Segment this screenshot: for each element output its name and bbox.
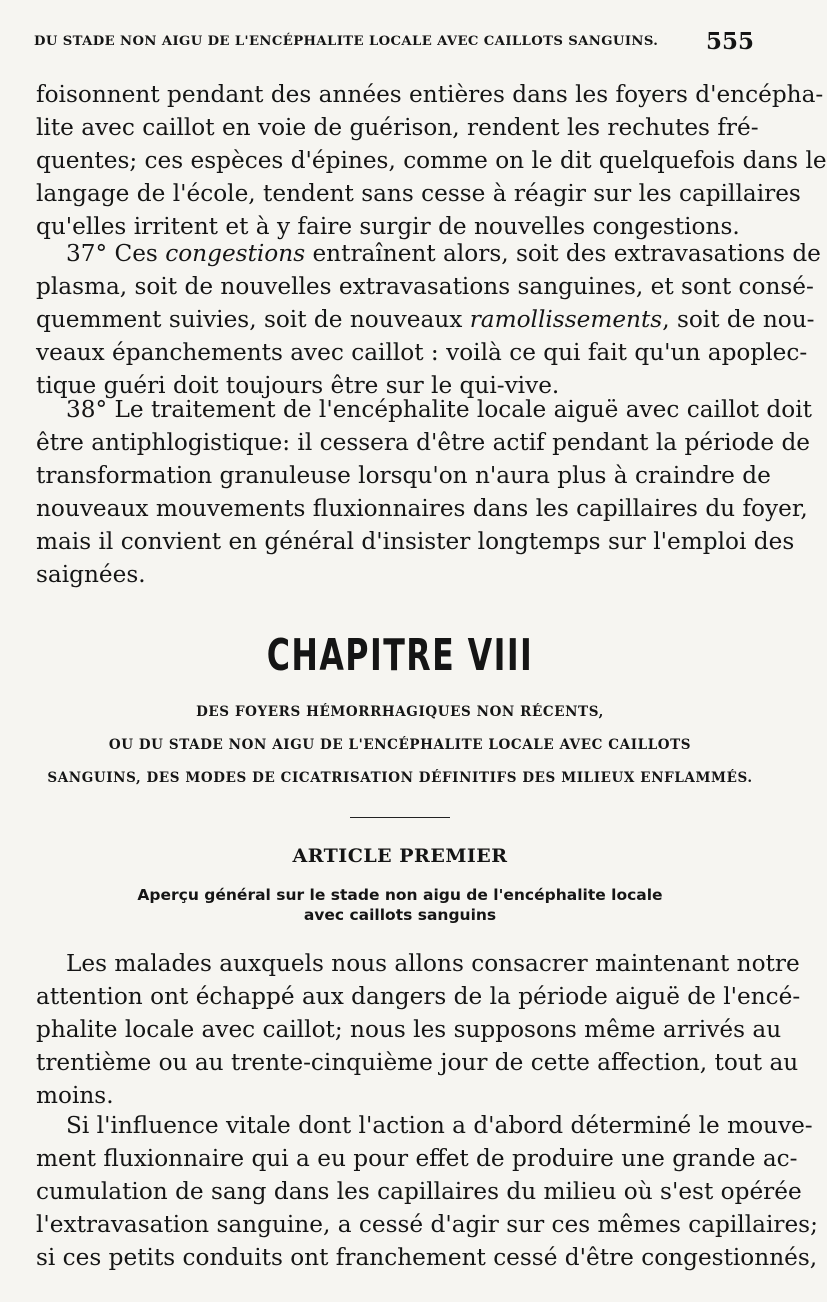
text-line: moins. [36,1082,114,1109]
text-line: transformation granuleuse lorsqu'on n'aura plus à craindre de [36,462,771,489]
paragraph-38 [36,393,812,591]
text-line: qu'elles irritent et à y faire surgir de nouvelles congestions. [36,213,740,240]
text-line: veaux épanchements avec caillot : voilà ce qui fait qu'un apoplec- [36,339,808,366]
running-head: DU STADE NON AIGU DE L'ENCÉPHALITE LOCALE AVEC CAILLOTS SANGUINS. [34,34,659,49]
chapter-subtitle-line: OU DU STADE NON AIGU DE L'ENCÉPHALITE LOCALE AVEC CAILLOTS [108,737,692,753]
text-line: 38° Le traitement de l'encéphalite locale aiguë avec caillot doit [66,396,812,423]
page-number: 555 [705,28,754,55]
paragraph-malades [36,947,801,1112]
text-line: quemment suivies, soit de nouveaux ramollissements, soit de nou- [36,306,815,333]
text-line: ment fluxionnaire qui a eu pour effet de produire une grande ac- [36,1145,798,1172]
text-line: mais il convient en général d'insister longtemps sur l'emploi des [36,528,795,555]
text-line: être antiphlogistique: il cessera d'être actif pendant la période de [36,429,811,456]
text-line: Les malades auxquels nous allons consacrer maintenant notre [66,950,800,977]
section-divider [350,817,450,818]
chapter-title: CHAPITRE VIII [266,630,534,681]
text-line: attention ont échappé aux dangers de la période aiguë de l'encé- [36,983,801,1010]
article-summary-line: Aperçu général sur le stade non aigu de l'encéphalite locale [137,886,663,904]
text-line: 37° Ces congestions entraînent alors, soit des extravasations de [66,240,821,267]
text-line: plasma, soit de nouvelles extravasations sanguines, et sont consé- [36,273,814,300]
chapter-subtitle-line: SANGUINS, DES MODES DE CICATRISATION DÉFINITIFS DES MILIEUX ENFLAMMÉS. [47,770,753,786]
chapter-subtitle-line: DES FOYERS HÉMORRHAGIQUES NON RÉCENTS, [196,704,604,720]
emphasis-congestions: congestions [165,240,306,267]
article-summary-line: avec caillots sanguins [303,906,497,924]
text-line: trentième ou au trente-cinquième jour de cette affection, tout au [36,1049,799,1076]
text-line: nouveaux mouvements fluxionnaires dans les capillaires du foyer, [36,495,808,522]
article-heading: ARTICLE PREMIER [292,845,508,867]
text-line: Si l'influence vitale dont l'action a d'abord déterminé le mouve- [66,1112,813,1139]
text-line: tique guéri doit toujours être sur le qui-vive. [36,372,560,399]
text-line: foisonnent pendant des années entières dans les foyers d'encépha- [36,81,824,108]
text-line: l'extravasation sanguine, a cessé d'agir sur ces mêmes capillaires; [36,1211,818,1238]
text-line: cumulation de sang dans les capillaires du milieu où s'est opérée [36,1178,802,1205]
text-line: quentes; ces espèces d'épines, comme on le dit quelquefois dans le [36,147,827,174]
emphasis-ramollissements: ramollissements [469,306,663,333]
text-line: lite avec caillot en voie de guérison, rendent les rechutes fré- [36,114,759,141]
text-line: saignées. [36,561,146,588]
text-line: langage de l'école, tendent sans cesse à réagir sur les capillaires [36,180,801,207]
paragraph-influence [36,1109,818,1274]
paragraph-continuation [36,78,827,243]
text-line: phalite locale avec caillot; nous les supposons même arrivés au [36,1016,782,1043]
paragraph-37 [36,237,821,402]
text-line: si ces petits conduits ont franchement cessé d'être congestionnés, [36,1244,818,1271]
